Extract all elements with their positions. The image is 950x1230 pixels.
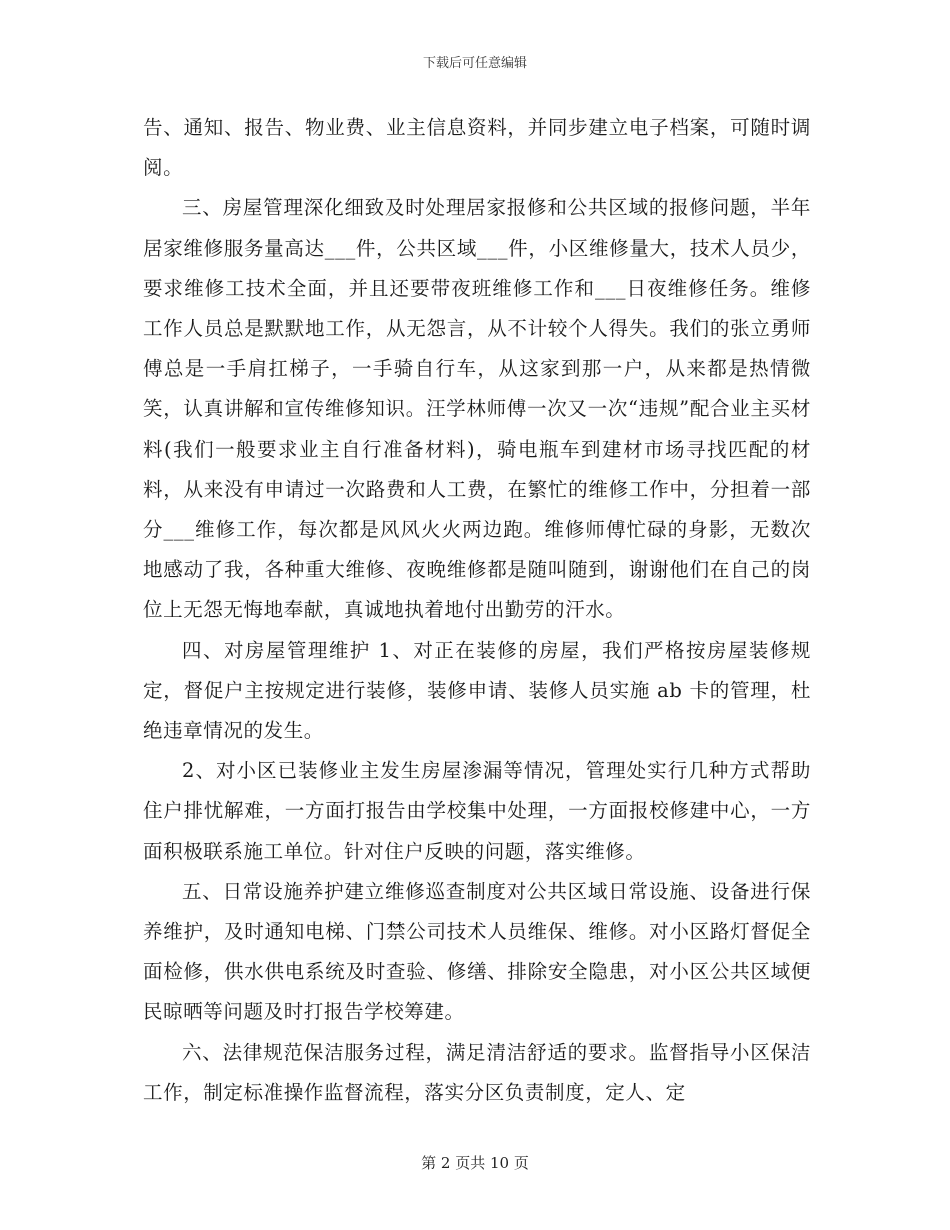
page-footer: 第 2 页共 10 页 — [421, 1154, 529, 1172]
paragraph-2: 三、房屋管理深化细致及时处理居家报修和公共区域的报修问题，半年居家维修服务量高达___件，公共区域___件，小区维修量大，技术人员少，要求维修工技术全面，并且还要带夜班维修工作和___日夜维修任务。维修工作人员总是默默地工作，从无怨言，从不计较个人得失。我们的张立勇师傅总是一手肩扛梯子，一手骑自行车，从这家到那一户，从来都是热情微笑，认真讲解和宣传维修知识。汪学林师傅一次又一次“违规”配合业主买材料(我们一般要求业主自行准备材料)，骑电瓶车到建材市场寻找匹配的材料，从来没有申请过一次路费和人工费，在繁忙的维修工作中，分担着一部分___维修工作，每次都是风风火火两边跑。维修师傅忙碌的身影，无数次地感动了我，各种重大维修、夜晚维修都是随叫随到，谢谢他们在自己的岗位上无怨无悔地奉献，真诚地执着地付出勤劳的汗水。 — [143, 196, 811, 622]
paragraph-1: 告、通知、报告、物业费、业主信息资料，并同步建立电子档案，可随时调阅。 — [143, 116, 811, 180]
document-body — [143, 108, 811, 1113]
page-header: 下载后可任意编辑 — [422, 56, 527, 71]
paragraph-6: 六、法律规范保洁服务过程，满足清洁舒适的要求。监督指导小区保洁工作，制定标准操作监督流程，落实分区负责制度，定人、定 — [143, 1040, 811, 1104]
paragraph-3: 四、对房屋管理维护 1、对正在装修的房屋，我们严格按房屋装修规定，督促户主按规定进行装修，装修申请、装修人员实施 ab 卡的管理，杜绝违章情况的发生。 — [143, 638, 811, 743]
paragraph-5: 五、日常设施养护建立维修巡查制度对公共区域日常设施、设备进行保养维护，及时通知电梯、门禁公司技术人员维保、维修。对小区路灯督促全面检修，供水供电系统及时查验、修缮、排除安全隐患，对小区公共区域便民晾晒等问题及时打报告学校筹建。 — [143, 879, 811, 1024]
paragraph-4: 2、对小区已装修业主发生房屋渗漏等情况，管理处实行几种方式帮助住户排忧解难，一方面打报告由学校集中处理，一方面报校修建中心，一方面积极联系施工单位。针对住户反映的问题，落实维修。 — [143, 759, 811, 863]
